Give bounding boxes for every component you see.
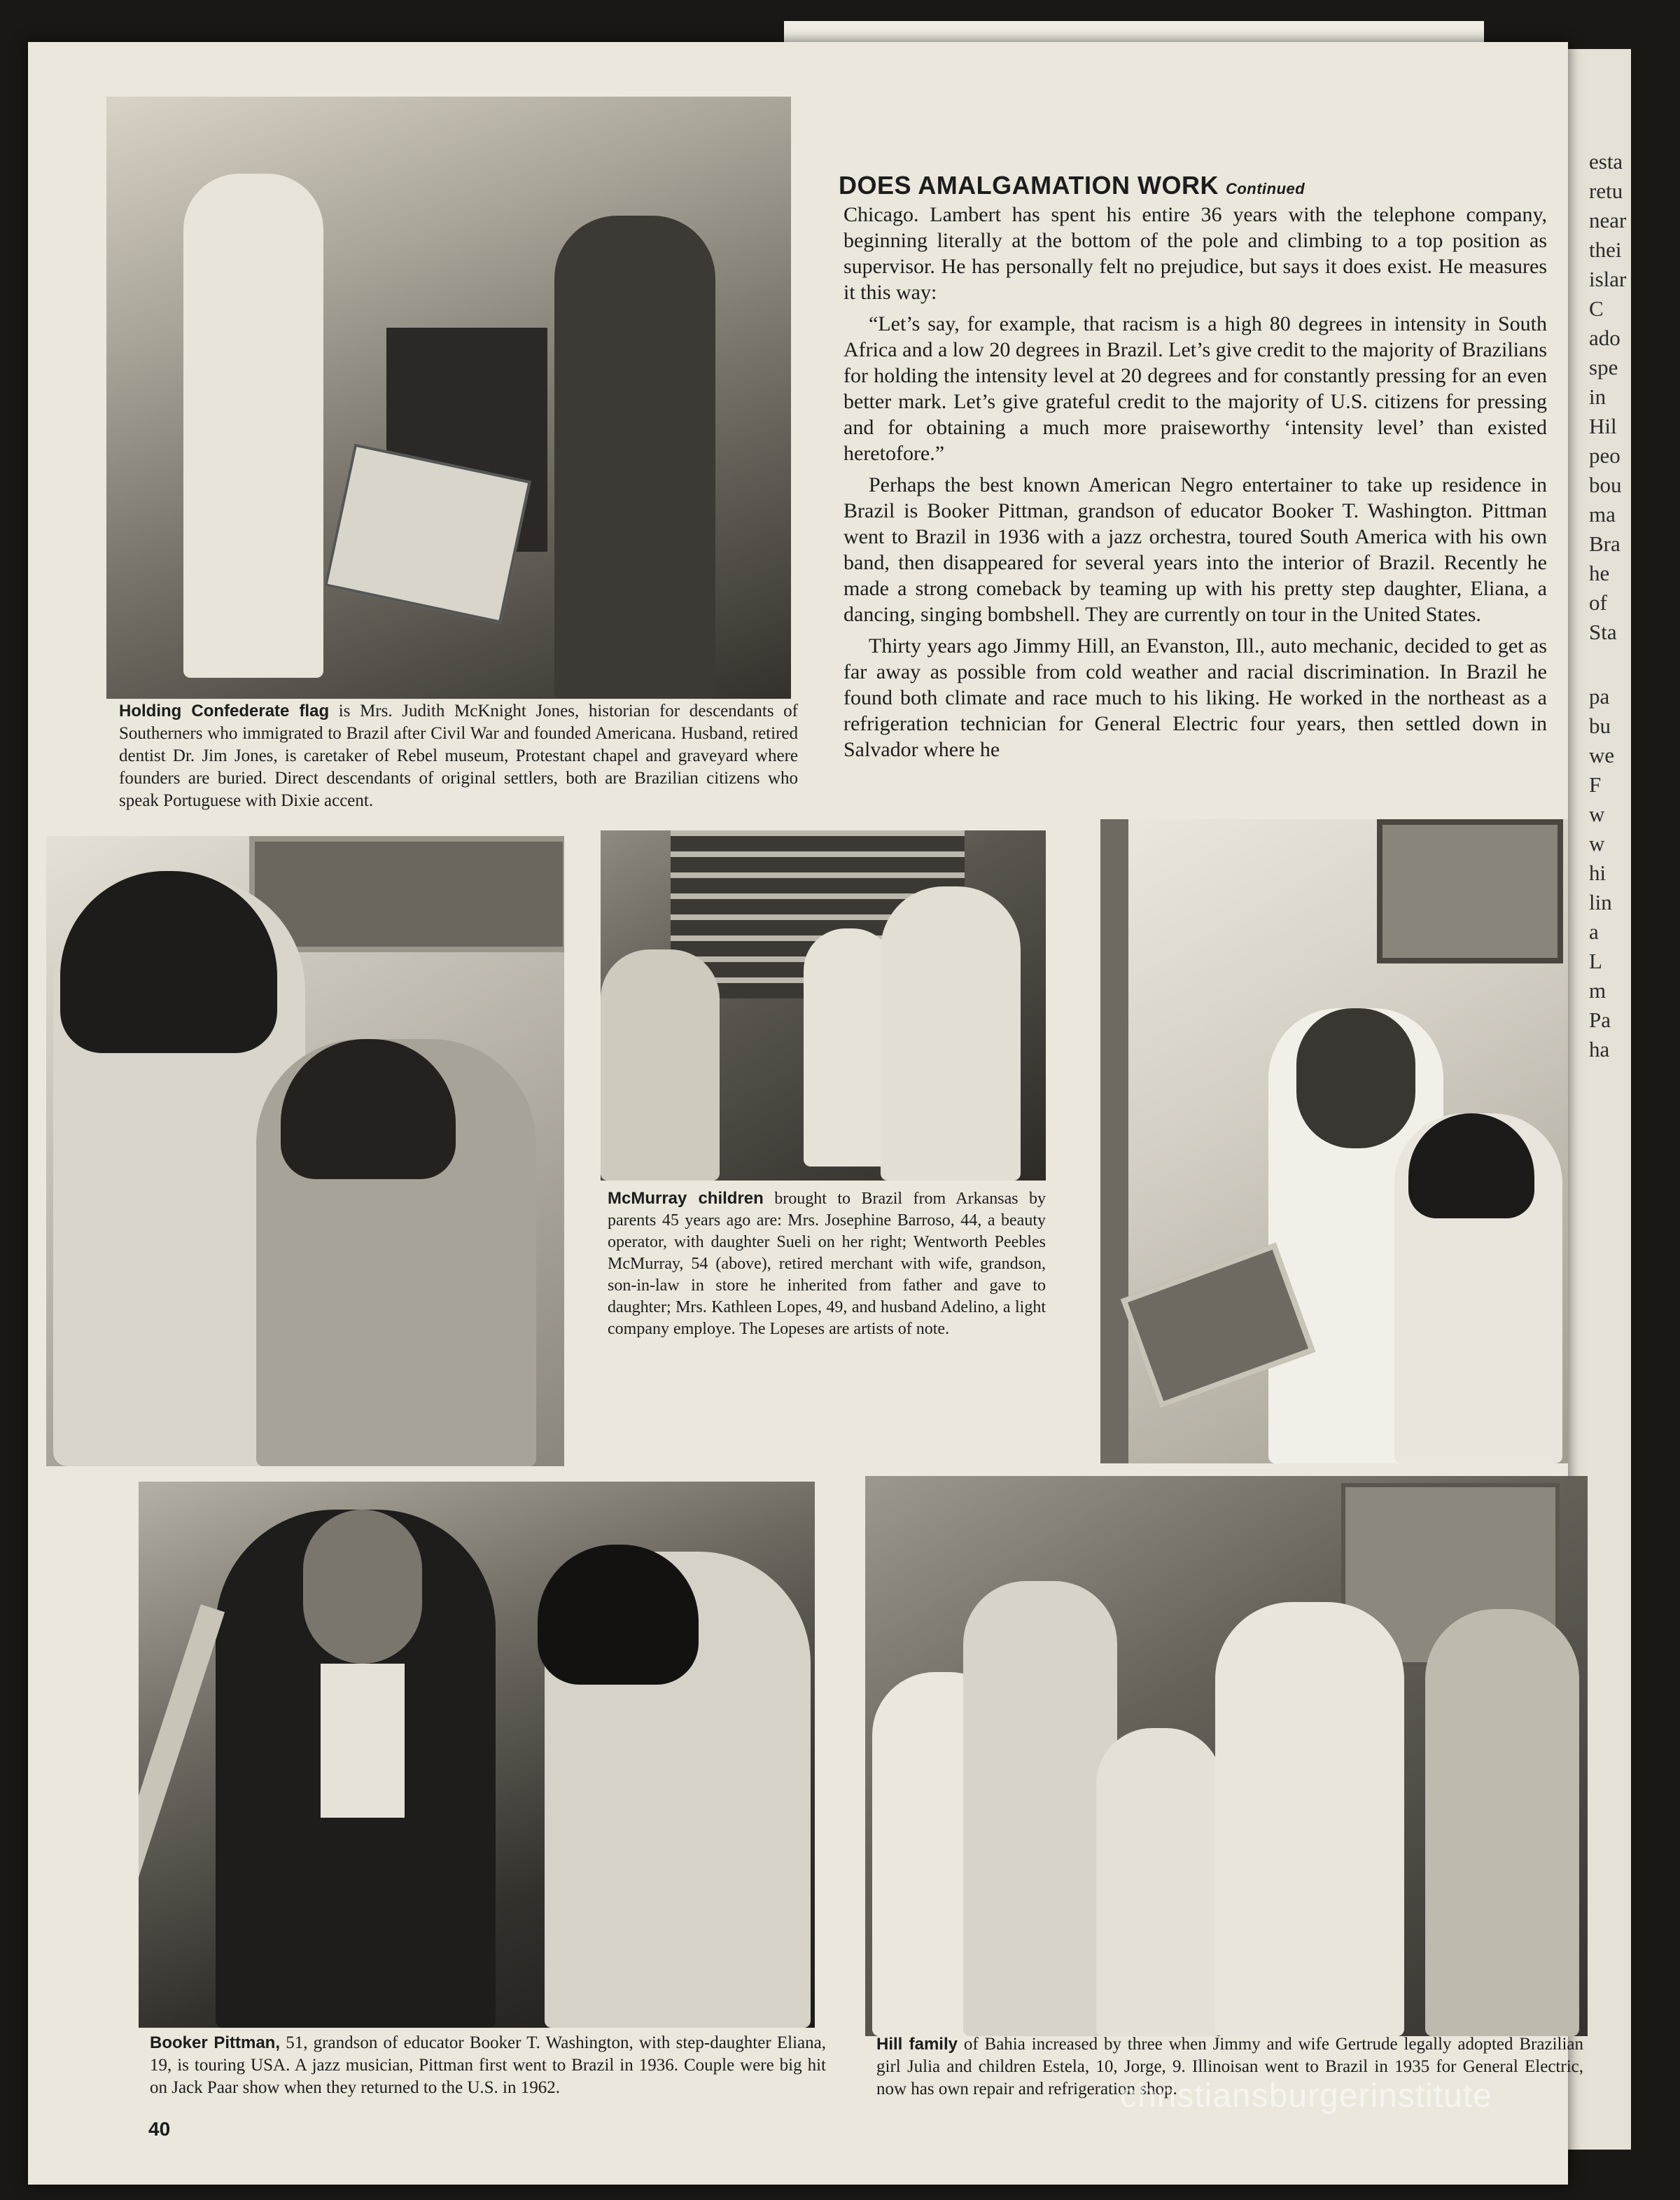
facing-page-line: near	[1589, 208, 1627, 232]
photo-lopes-couple	[1100, 819, 1568, 1463]
headline-title: DOES AMALGAMATION WORK	[839, 171, 1219, 200]
facing-page-line: we	[1589, 743, 1615, 767]
facing-page-line: F	[1589, 772, 1602, 797]
caption-text: is Mrs. Judith McKnight Jones, historian for descendants of Southerners who immigrated to Brazil after Civil War and founded Americana. Husband, retired dentist Dr. Jim Jones, is caretaker of Rebel museum, Protestant chapel and graveyard where founders are buried. Direct descendants of original settlers, both are Brazilian citizens who speak Portuguese with Dixie accent.	[119, 702, 799, 810]
facing-page-line: pa	[1589, 684, 1610, 709]
photo-figure-woman	[554, 216, 715, 699]
caption-lead: Booker Pittman,	[150, 2033, 280, 2052]
article-body	[844, 202, 1547, 768]
facing-page-line: retu	[1589, 179, 1623, 203]
caption-lead: Holding Confederate flag	[119, 702, 330, 720]
facing-page-line: hi	[1589, 861, 1606, 885]
caption-mcmurray	[608, 1188, 1046, 1340]
facing-page-line: bou	[1589, 473, 1622, 497]
photo-wall-painting	[1377, 819, 1563, 963]
article-paragraph: Perhaps the best known American Negro entertainer to take up residence in Brazil is Booker Pittman, grandson of educator Booker T. Washington. Pittman went to Brazil in 1936 with a jazz orchestra, toured South America with his own band, then disappeared for several years into the interior of Brazil. Recently he made a strong comeback by teaming up with his pretty step daughter, Eliana, a dancing, singing bombshell. They are currently on tour in the United States.	[844, 473, 1547, 626]
photo-man-face	[303, 1510, 422, 1664]
facing-page-line: bu	[1589, 713, 1611, 738]
photo-hill-family	[865, 1476, 1588, 2036]
photo-man-head	[1296, 1008, 1415, 1148]
facing-page-line: m	[1589, 978, 1606, 1003]
photo-shirt	[321, 1664, 405, 1818]
caption-lead: McMurray children	[608, 1189, 764, 1208]
facing-page-line: spe	[1589, 355, 1618, 380]
caption-text: 51, grandson of educator Booker T. Washington, with step-daughter Eliana, 19, is touring USA. A jazz musician, Pittman first went to Brazil in 1936. Couple were big hit on Jack Paar show when they returned to the U.S. in 1962.	[150, 2033, 826, 2097]
article-paragraph: “Let’s say, for example, that racism is a high 80 degrees in intensity in South Africa and a low 20 degrees in Brazil. Let’s give credit to the majority of Brazilians for holding the intensity level at 20 degrees and for constantly pressing for an even better mark. Let’s give grateful credit to the majority of U.S. citizens for pressing and for obtaining a much more praiseworthy ‘intensity level’ than existed heretofore.”	[844, 312, 1547, 465]
photo-figure-older-woman	[1425, 1609, 1579, 2036]
facing-page-line: Hil	[1589, 414, 1617, 438]
facing-page-line: esta	[1589, 149, 1623, 174]
facing-page-line: Pa	[1589, 1008, 1611, 1032]
photo-door-frame	[1100, 819, 1128, 1463]
facing-page-line: peo	[1589, 443, 1620, 468]
facing-page-line: thei	[1589, 237, 1622, 262]
article-headline	[839, 171, 1305, 200]
article-paragraph: Chicago. Lambert has spent his entire 36 years with the telephone company, beginning literally at the bottom of the pole and climbing to a top position as supervisor. He has personally felt no prejudice, but says it does exist. He measures it this way:	[844, 203, 1547, 304]
headline-continued: Continued	[1225, 180, 1306, 197]
facing-page-line: Sta	[1589, 620, 1617, 644]
facing-page-line: Bra	[1589, 531, 1620, 556]
photo-figure-woman	[601, 949, 720, 1181]
facing-page-line: lin	[1589, 890, 1612, 914]
page-number: 40	[148, 2118, 171, 2140]
facing-page-line: he	[1589, 561, 1610, 585]
caption-confederate-flag	[119, 700, 798, 812]
caption-booker-pittman	[150, 2032, 826, 2099]
facing-page-line: ma	[1589, 502, 1616, 527]
photo-mcmurray-store	[601, 830, 1046, 1181]
facing-page-line: C	[1589, 296, 1604, 321]
photo-mother-daughter	[46, 836, 564, 1466]
facing-page-line: of	[1589, 590, 1607, 615]
photo-figure-man	[183, 174, 323, 678]
photo-booker-pittman	[139, 1482, 815, 2028]
facing-page-line: w	[1589, 831, 1605, 856]
photo-confederate-flag	[106, 97, 791, 699]
facing-page-line: w	[1589, 802, 1605, 826]
photo-saxophone	[139, 1604, 225, 1905]
facing-page-line: L	[1589, 949, 1602, 973]
facing-page-line: ado	[1589, 326, 1620, 350]
photo-figure-boy	[1096, 1728, 1222, 2036]
caption-text: of Bahia increased by three when Jimmy and wife Gertrude legally adopted Brazilian girl Julia and children Estela, 10, Jorge, 9. Illinoisan went to Brazil in 1935 for General Electric, now has own repair and refrigeration shop.	[876, 2035, 1583, 2098]
facing-page-line: islar	[1589, 267, 1627, 291]
caption-lead: Hill family	[876, 2035, 958, 2054]
article-paragraph: Thirty years ago Jimmy Hill, an Evanston, Ill., auto mechanic, decided to get as far away as possible from cold weather and racial discrimination. In Brazil he found both climate and race much to his liking. He worked in the northeast as a refrigeration technician for General Electric four years, then settled down in Salvador where he	[844, 634, 1547, 761]
facing-page-line: ha	[1589, 1037, 1610, 1061]
photo-frame-painting	[249, 836, 564, 952]
photo-figure-man	[963, 1581, 1117, 2036]
photo-figure-man	[881, 886, 1021, 1181]
photo-figure-woman	[1215, 1602, 1404, 2036]
photo-woman-hair	[538, 1545, 699, 1685]
watermark-text: christiansburgerinstitute	[1120, 2077, 1492, 2115]
caption-text: brought to Brazil from Arkansas by parents 45 years ago are: Mrs. Josephine Barroso, 44, a beauty operator, with daughter Sueli on her right; Wentworth Peebles McMurray, 54 (above), retired merchant with wife, grandson, son-in-law in store he inherited from father and gave to daughter; Mrs. Kathleen Lopes, 49, and husband Adelino, a light company employe. The Lopeses are artists of note.	[608, 1190, 1046, 1338]
facing-page-line: in	[1589, 384, 1606, 409]
facing-page-line: a	[1589, 919, 1599, 944]
